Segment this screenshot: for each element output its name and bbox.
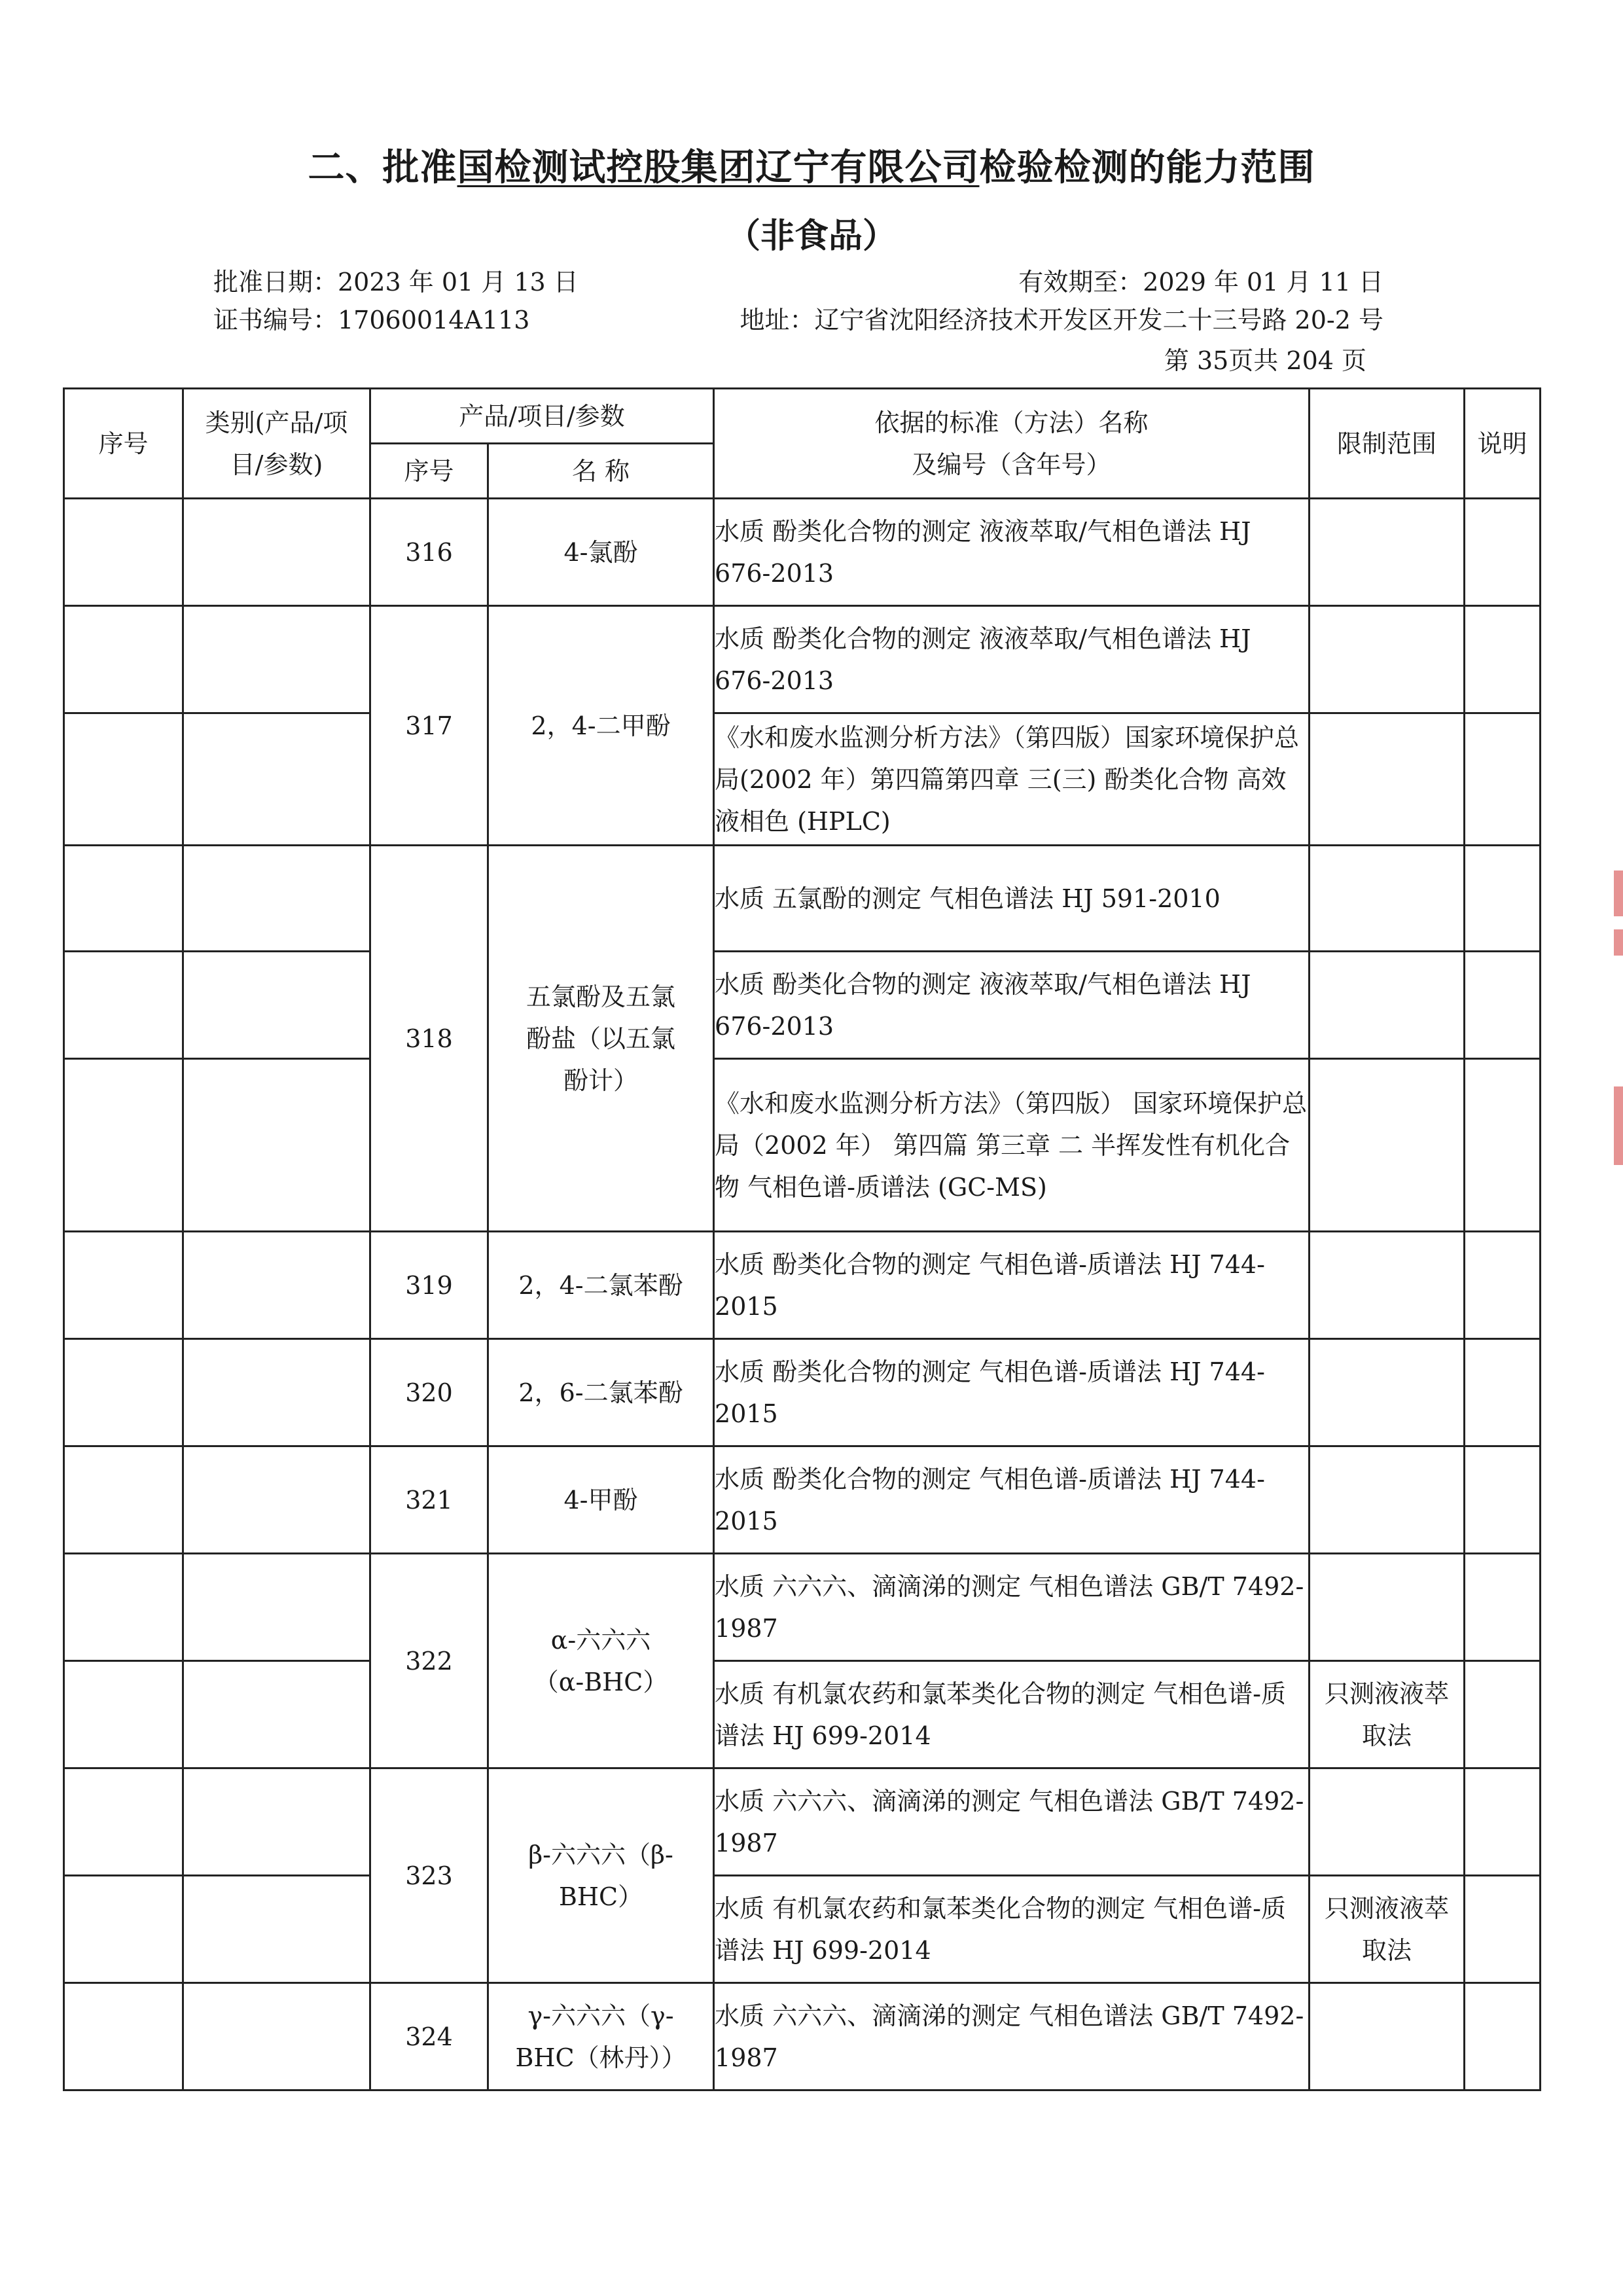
approval-date: 批准日期：2023 年 01 月 13 日 [213,268,579,296]
table-row [64,1446,1541,1554]
item-name: γ-六六六（γ-BHC（林丹）） [488,1983,714,2090]
header-seq: 序号 [64,389,183,499]
limit-text [1310,1232,1465,1339]
header-standard [714,389,1310,499]
table-row [64,1059,1541,1232]
limit-text: 只测液液萃取法 [1310,1876,1465,1983]
item-number: 320 [370,1339,488,1446]
standard-text: 水质 六六六、滴滴涕的测定 气相色谱法 GB/T 7492-1987 [714,1983,1310,2090]
table-row [64,1232,1541,1339]
item-number: 317 [370,606,488,846]
title-company: 国检测试控股集团辽宁有限公司 [457,147,980,189]
table-row [64,952,1541,1059]
page-title [0,139,1623,191]
item-name: 4-氯酚 [488,499,714,606]
seal-edge-mark [1614,1086,1623,1165]
header-standard-line2: 及编号（含年号） [912,450,1111,479]
limit-text: 只测液液萃取法 [1310,1661,1465,1768]
item-name: 2，6-二氯苯酚 [488,1339,714,1446]
standard-text: 水质 酚类化合物的测定 气相色谱-质谱法 HJ 744-2015 [714,1446,1310,1554]
table-row [64,1768,1541,1876]
standard-text: 水质 有机氯农药和氯苯类化合物的测定 气相色谱-质谱法 HJ 699-2014 [714,1661,1310,1768]
item-number: 324 [370,1983,488,2090]
standard-text: 水质 六六六、滴滴涕的测定 气相色谱法 GB/T 7492-1987 [714,1554,1310,1661]
standard-text: 《水和废水监测分析方法》（第四版）国家环境保护总局(2002 年）第四篇第四章 三(三) 酚类化合物 高效液相色 (HPLC) [714,713,1310,846]
seal-edge-mark [1614,870,1623,916]
item-number: 322 [370,1554,488,1768]
standard-text: 水质 有机氯农药和氯苯类化合物的测定 气相色谱-质谱法 HJ 699-2014 [714,1876,1310,1983]
standard-text: 水质 酚类化合物的测定 液液萃取/气相色谱法 HJ 676-2013 [714,952,1310,1059]
table-row [64,1983,1541,2090]
table-row [64,606,1541,713]
limit-text [1310,1339,1465,1446]
standard-text: 《水和废水监测分析方法》（第四版） 国家环境保护总局（2002 年） 第四篇 第三章 二 半挥发性有机化合物 气相色谱-质谱法 (GC-MS) [714,1059,1310,1232]
table-row [64,1661,1541,1768]
standard-text: 水质 六六六、滴滴涕的测定 气相色谱法 GB/T 7492-1987 [714,1768,1310,1876]
table-row [64,499,1541,606]
standard-text: 水质 五氯酚的测定 气相色谱法 HJ 591-2010 [714,846,1310,952]
limit-text [1310,1446,1465,1554]
standard-text: 水质 酚类化合物的测定 液液萃取/气相色谱法 HJ 676-2013 [714,606,1310,713]
table-row [64,1876,1541,1983]
standard-text: 水质 酚类化合物的测定 液液萃取/气相色谱法 HJ 676-2013 [714,499,1310,606]
limit-text [1310,1983,1465,2090]
item-name: 五氯酚及五氯酚盐（以五氯酚计） [488,846,714,1232]
item-number: 321 [370,1446,488,1554]
table-row [64,713,1541,846]
certificate-number: 证书编号：17060014A113 [213,306,530,334]
header-sub-seq: 序号 [370,444,488,499]
header-product-group: 产品/项目/参数 [370,389,714,444]
standard-text: 水质 酚类化合物的测定 气相色谱-质谱法 HJ 744-2015 [714,1232,1310,1339]
table-row [64,1554,1541,1661]
header-category: 类别(产品/项目/参数) [183,389,370,499]
address: 地址：辽宁省沈阳经济技术开发区开发二十三号路 20-2 号 [740,306,1383,334]
item-number: 323 [370,1768,488,1983]
title-suffix: 检验检测的能力范围 [979,147,1315,189]
item-name: 4-甲酚 [488,1446,714,1554]
seal-edge-mark [1614,929,1623,956]
table-row [64,1339,1541,1446]
table-row [64,846,1541,952]
item-name: α-六六六（α-BHC） [488,1554,714,1768]
item-number: 318 [370,846,488,1232]
page-number: 第 35页共 204 页 [1164,346,1366,375]
standard-text: 水质 酚类化合物的测定 气相色谱-质谱法 HJ 744-2015 [714,1339,1310,1446]
limit-text [1310,846,1465,952]
limit-text [1310,713,1465,846]
header-name: 名 称 [488,444,714,499]
header-limit: 限制范围 [1310,389,1465,499]
valid-until: 有效期至：2029 年 01 月 11 日 [1018,268,1383,296]
item-name: 2，4-二甲酚 [488,606,714,846]
item-number: 316 [370,499,488,606]
header-standard-line1: 依据的标准（方法）名称 [874,408,1149,437]
item-name: β-六六六（β-BHC） [488,1768,714,1983]
limit-text [1310,1059,1465,1232]
limit-text [1310,499,1465,606]
limit-text [1310,952,1465,1059]
header-note: 说明 [1465,389,1541,499]
page-subtitle: （非食品） [726,217,897,256]
item-number: 319 [370,1232,488,1339]
limit-text [1310,1768,1465,1876]
title-prefix: 二、批准 [308,147,457,189]
capability-table [63,387,1541,2091]
limit-text [1310,1554,1465,1661]
limit-text [1310,606,1465,713]
item-name: 2，4-二氯苯酚 [488,1232,714,1339]
